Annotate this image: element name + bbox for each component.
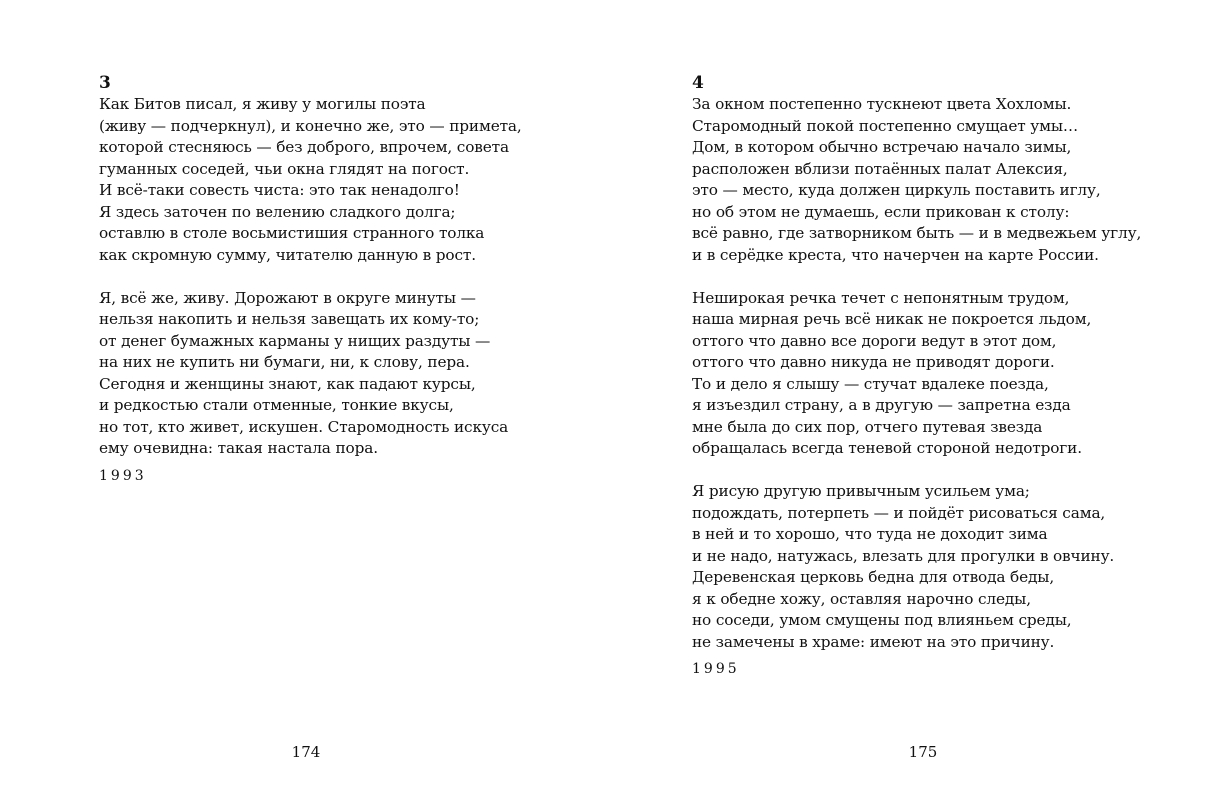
right-page (615, 0, 1230, 800)
poem-line: и не надо, натужась, влезать для прогулки в овчину. (692, 546, 1115, 565)
poem-line: За окном постепенно тускнеют цвета Хохломы. (692, 95, 1072, 113)
poem-year: 1995 (692, 661, 740, 677)
poem-line: Сегодня и женщины знают, как падают курсы, (99, 374, 476, 393)
poem-line: но об этом не думаешь, если прикован к столу: (692, 202, 1070, 221)
poem-year: 1993 (99, 467, 147, 484)
poem-line: нельзя накопить и нельзя завещать их кому-то; (99, 310, 480, 328)
poem-line: ему очевидна: такая настала пора. (99, 439, 378, 457)
poem-line: Я рисую другую привычным усильем ума; (692, 482, 1030, 500)
poem-line: Я здесь заточен по велению сладкого долга; (99, 202, 456, 221)
poem-line: мне была до сих пор, отчего путевая звезда (692, 417, 1043, 436)
poem-line: Деревенская церковь бедна для отвода беды, (692, 568, 1055, 586)
poem-line: Я, всё же, живу. Дорожают в округе минуты — (99, 288, 476, 307)
stanza-3 (692, 481, 1141, 653)
poem-line: И всё-таки совесть чиста: это так ненадолго! (99, 181, 460, 199)
poem-line: Неширокая речка течет с непонятным трудом, (692, 288, 1070, 307)
poem-line: и в серёдке креста, что начерчен на карте России. (692, 245, 1099, 264)
poem-line: Дом, в котором обычно встречаю начало зимы, (692, 138, 1072, 156)
stanza-2 (692, 288, 1141, 460)
poem-line: всё равно, где затворником быть — и в медвежьем углу, (692, 224, 1142, 242)
poem-line: обращалась всегда теневой стороной недотроги. (692, 439, 1082, 457)
poem-line: и редкостью стали отменные, тонкие вкусы, (99, 396, 454, 414)
page-number: 175 (908, 743, 938, 761)
stanza-1 (692, 94, 1141, 266)
poem-line: но соседи, умом смущены под влияньем среды, (692, 611, 1072, 629)
poem-line: наша мирная речь всё никак не покроется льдом, (692, 310, 1092, 328)
poem-line: Как Битов писал, я живу у могилы поэта (99, 95, 426, 113)
page-number: 174 (291, 743, 321, 761)
poem-line: в ней и то хорошо, что туда не доходит зима (692, 525, 1048, 543)
poem-line: которой стесняюсь — без доброго, впрочем, совета (99, 138, 509, 156)
poem-line: как скромную сумму, читателю данную в рост. (99, 245, 476, 264)
stanza-2 (99, 288, 522, 460)
poem-line: (живу — подчеркнул), и конечно же, это — примета, (99, 116, 522, 135)
poem-line: расположен вблизи потаённых палат Алексия, (692, 159, 1068, 178)
poem-number: 4 (692, 73, 704, 93)
stanza-1 (99, 94, 522, 266)
poem-line: но тот, кто живет, искушен. Старомодность искуса (99, 417, 509, 436)
poem-line: То и дело я слышу — стучат вдалеке поезда, (692, 374, 1049, 393)
poem-line: я к обедне хожу, оставляя нарочно следы, (692, 589, 1031, 608)
poem-line: оттого что давно все дороги ведут в этот дом, (692, 331, 1057, 350)
poem-line: оттого что давно никуда не приводят дороги. (692, 353, 1055, 371)
poem-line: от денег бумажных карманы у нищих раздуты — (99, 331, 491, 350)
poem-line: подождать, потерпеть — и пойдёт рисоваться сама, (692, 503, 1106, 522)
poem-line: оставлю в столе восьмистишия странного толка (99, 224, 485, 242)
poem-line: не замечены в храме: имеют на это причину. (692, 632, 1055, 651)
poem-4 (692, 72, 1141, 679)
poem-line: на них не купить ни бумаги, ни, к слову, пера. (99, 353, 470, 371)
poem-3 (99, 72, 522, 486)
poem-number: 3 (99, 73, 111, 93)
poem-line: я изъездил страну, а в другую — запретна езда (692, 396, 1071, 414)
poem-line: Старомодный покой постепенно смущает умы… (692, 116, 1079, 135)
poem-line: гуманных соседей, чьи окна глядят на погост. (99, 159, 470, 178)
poem-line: это — место, куда должен циркуль поставить иглу, (692, 181, 1101, 199)
